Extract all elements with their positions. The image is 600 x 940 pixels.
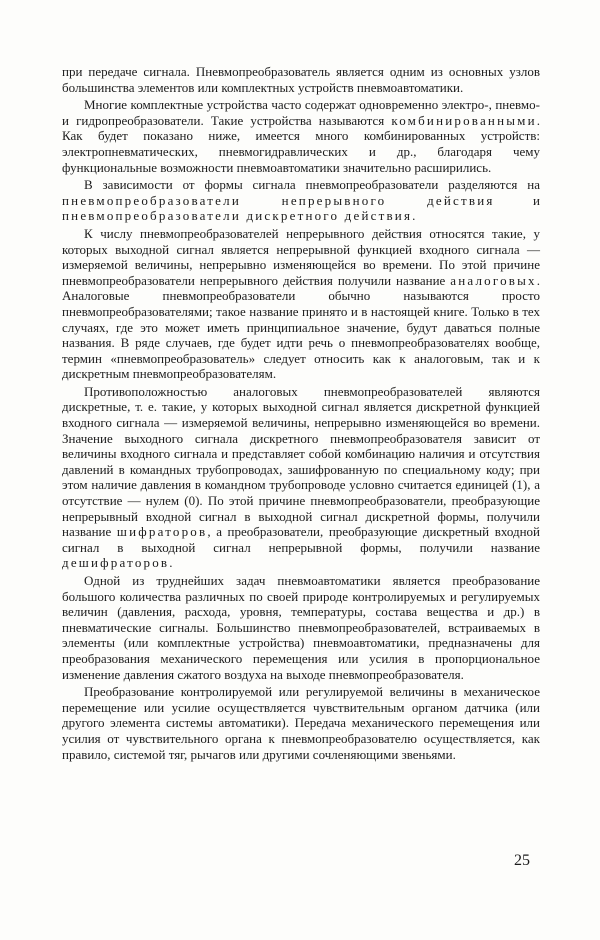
term-encoders: шифраторов: [116, 524, 208, 540]
text-run: , а преобразователи, преобразующие дискретный входной сигнал в выходной сигнал непрерывной формы, получили название: [62, 524, 540, 555]
term-analog: аналоговых: [450, 272, 537, 288]
text-run: . Аналоговые пневмопреобразователи обычно называются просто пневмопреобразователями; такое название принято и в настоящей книге. Только в тех случаях, где это может иметь принципиальное значение, будут даваться полные названия. В ряде случаев, где будет идти речь о пневмопреобразователях вообще, термин «пневмопреобразователь» следует относить как к аналоговым, так и к дискретным пневмопреобразователям.: [62, 272, 540, 382]
text-run: Многие комплектные устройства часто содержат одновременно электро-, пневмо- и гидропреобразователи. Такие устройства называются: [62, 97, 540, 128]
paragraph-5: [62, 384, 540, 571]
text-run: при передаче сигнала. Пневмопреобразователь является одним из основных узлов большинства элементов или комплектных устройств пневмоавтоматики.: [62, 64, 540, 95]
term-discrete: пневмопреобразователи дискретного действия: [62, 208, 413, 224]
text-run: .: [412, 208, 416, 224]
text-run: Одной из труднейших задач пневмоавтоматики является преобразование большого количества различных по своей природе контролируемых и регулируемых величин (давления, расхода, уровня, температуры, состава вещества и др.) в пневматические сигналы. Большинство пневмопреобразователей, встраиваемых в элементы (или комплектные устройства) пневмоавтоматики, предназначены для преобразования механического перемещения или усилия в пропорциональное изменение давления сжатого воздуха на выходе пневмопреобразователя.: [62, 573, 540, 682]
text-run: и: [494, 192, 540, 208]
paragraph-3: [62, 177, 540, 224]
page-number: 25: [514, 852, 530, 869]
paragraph-7: [62, 684, 540, 762]
text-run: Преобразование контролируемой или регулируемой величины в механическое перемещение или усилие осуществляется чувствительным органом датчика (или другого элемента системы автоматики). Передача механического перемещения или усилия от чувствительного органа к пневмопреобразователю осуществляется, как правило, системой тяг, рычагов или другими сочленяющими звеньями.: [62, 684, 540, 762]
term-decoders: дешифраторов: [62, 555, 170, 571]
text-run: . Как будет показано ниже, имеется много комбинированных устройств: электропневматических, пневмогидравлических и др., благодаря чему функциональные возможности пневмоавтоматики значительно расширились.: [62, 112, 540, 175]
text-run: Противоположностью аналоговых пневмопреобразователей являются дискретные, т. е. такие, у которых выходной сигнал является дискретной функцией входного сигнала — измеряемой величины, непрерывно изменяющейся во времени. Значение выходного сигнала дискретного пневмопреобразователя зависит от величины входного сигнала и представляет собой комбинацию наличия и отсутствия давлений в командных трубопроводах, зашифрованную по специальному коду; при этом наличие давления в командном трубопроводе условно считается единицей (1), а отсутствие — нулем (0). По этой причине пневмопреобразователи, преобразующие непрерывный входной сигнал в выходной сигнал дискретной формы, получили название: [62, 383, 540, 540]
paragraph-2: [62, 97, 540, 175]
text-run: .: [169, 555, 173, 571]
term-combined: комбинированными: [391, 112, 537, 128]
paragraph-4: [62, 226, 540, 382]
text-run: К числу пневмопреобразователей непрерывного действия относятся такие, у которых выходной сигнал является непрерывной функцией входного сигнала — измеряемой величины, непрерывно изменяющейся во времени. По этой причине пневмопреобразователи непрерывного действия получили название: [62, 225, 540, 288]
paragraph-1: [62, 64, 540, 95]
text-run: В зависимости от формы сигнала пневмопреобразователи разделяются на: [84, 177, 540, 193]
paragraph-6: [62, 573, 540, 682]
body-text: [62, 64, 540, 764]
term-continuous: пневмопреобразователи непрерывного действия: [62, 192, 495, 208]
